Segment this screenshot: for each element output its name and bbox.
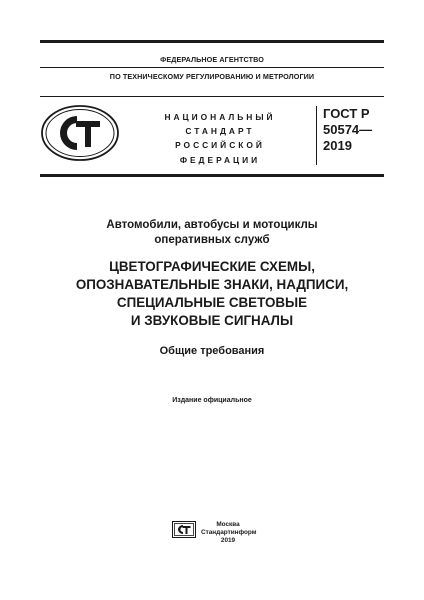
document-title (40, 258, 384, 330)
standard-type-line4: ФЕДЕРАЦИИ (179, 154, 261, 165)
agency-divider (40, 67, 384, 68)
standard-type-line1: НАЦИОНАЛЬНЫЙ (164, 112, 276, 122)
title-block-rule (40, 174, 384, 177)
title-line1: ЦВЕТОГРАФИЧЕСКИЕ СХЕМЫ, (109, 259, 315, 274)
publisher-imprint (201, 521, 255, 544)
agency-name-line1: ФЕДЕРАЛЬНОЕ АГЕНТСТВО (160, 55, 264, 64)
title-line3: СПЕЦИАЛЬНЫЕ СВЕТОВЫЕ (116, 295, 308, 310)
designation-divider (316, 106, 317, 165)
title-line4: И ЗВУКОВЫЕ СИГНАЛЫ (130, 313, 294, 328)
requirements-heading: Общие требования (159, 345, 265, 357)
top-rule (40, 40, 384, 43)
header-divider (40, 96, 384, 97)
subtitle-line2: оперативных служб (154, 233, 270, 246)
standard-type-line2: СТАНДАРТ (185, 126, 255, 137)
designation-line3: 2019 (323, 138, 352, 153)
standard-designation (323, 106, 387, 154)
designation-line1: ГОСТ Р (323, 106, 370, 121)
publisher-year: 2019 (220, 536, 236, 544)
document-subtitle (40, 218, 384, 247)
subtitle-line1: Автомобили, автобусы и мотоциклы (106, 219, 318, 231)
designation-line2: 50574— (323, 122, 373, 137)
edition-note: Издание официальное (172, 397, 252, 404)
standard-type-line3: РОССИЙСКОЙ (175, 140, 265, 151)
publisher-city: Москва (216, 521, 240, 528)
standartinform-logo-icon (172, 521, 196, 538)
title-line2: ОПОЗНАВАТЕЛЬНЫЕ ЗНАКИ, НАДПИСИ, (75, 277, 349, 292)
gost-r-emblem-icon (40, 103, 120, 163)
standard-type (150, 110, 290, 167)
publisher-name: Стандартинформ (201, 528, 257, 536)
agency-name-line2: ПО ТЕХНИЧЕСКОМУ РЕГУЛИРОВАНИЮ И МЕТРОЛОГИИ (109, 72, 315, 81)
